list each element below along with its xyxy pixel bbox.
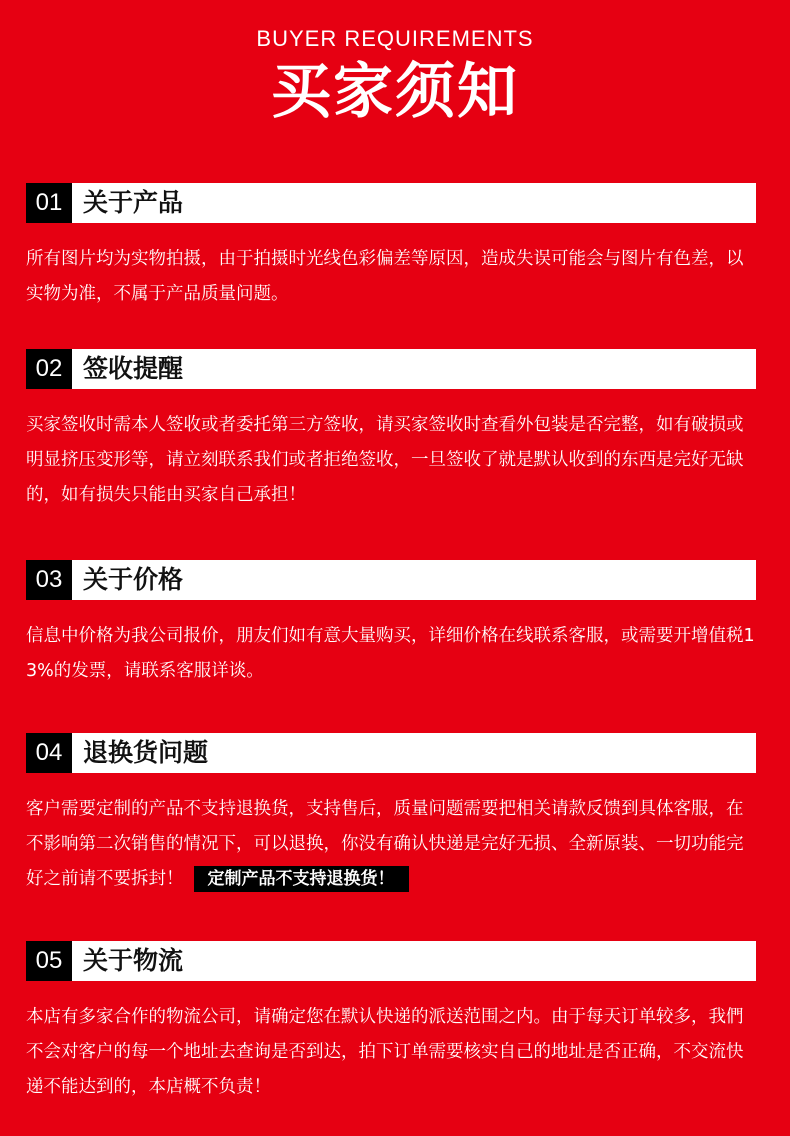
- section-title: 关于产品: [83, 188, 184, 217]
- section-title: 退换货问题: [83, 738, 209, 767]
- section-body-text: 客户需要定制的产品不支持退换货，支持售后，质量问题需要把相关请款反馈到具体客服，在不影响第二次销售的情况下，可以退换，你没有确认快递是完好无损、全新原装、一切功能完好之前请不要拆封！: [26, 799, 744, 889]
- page-title: 买家须知: [271, 57, 519, 127]
- section-header-bar: [26, 183, 756, 223]
- custom-no-return-badge: 定制产品不支持退换货！: [194, 866, 409, 892]
- section-body: 本店有多家合作的物流公司，请确定您在默认快递的派送范围之内。由于每天订单较多，我們不会对客户的每一个地址去查询是否到达，拍下订单需要核实自己的地址是否正确，不交流快递不能达到的，本店概不负责！: [26, 1007, 744, 1097]
- section-number: 03: [26, 560, 72, 600]
- section-number: 02: [26, 349, 72, 389]
- section-receipt: [26, 349, 756, 513]
- section-body: 信息中价格为我公司报价，朋友们如有意大量购买，详细价格在线联系客服，或需要开增值税13%的发票，请联系客服详谈。: [26, 626, 755, 681]
- section-logistics: [26, 941, 756, 1105]
- section-title: 关于价格: [83, 565, 184, 594]
- section-body: 买家签收时需本人签收或者委托第三方签收，请买家签收时查看外包装是否完整，如有破损或明显挤压变形等，请立刻联系我们或者拒绝签收，一旦签收了就是默认收到的东西是完好无缺的，如有损失只能由买家自己承担！: [26, 415, 744, 505]
- section-header-bar: [26, 941, 756, 981]
- section-body: 所有图片均为实物拍摄，由于拍摄时光线色彩偏差等原因，造成失误可能会与图片有色差，以实物为准，不属于产品质量问题。: [26, 249, 744, 304]
- section-returns: [26, 733, 756, 897]
- section-header-bar: [26, 560, 756, 600]
- header-subtitle: BUYER REQUIREMENTS: [256, 26, 534, 51]
- section-title: 关于物流: [83, 946, 184, 975]
- section-body: [26, 792, 756, 897]
- section-number: 04: [26, 733, 72, 773]
- section-price: [26, 560, 756, 689]
- section-product: [26, 183, 756, 312]
- section-number: 01: [26, 183, 72, 223]
- section-number: 05: [26, 941, 72, 981]
- section-title: 签收提醒: [83, 354, 184, 383]
- section-header-bar: [26, 349, 756, 389]
- section-header-bar: [26, 733, 756, 773]
